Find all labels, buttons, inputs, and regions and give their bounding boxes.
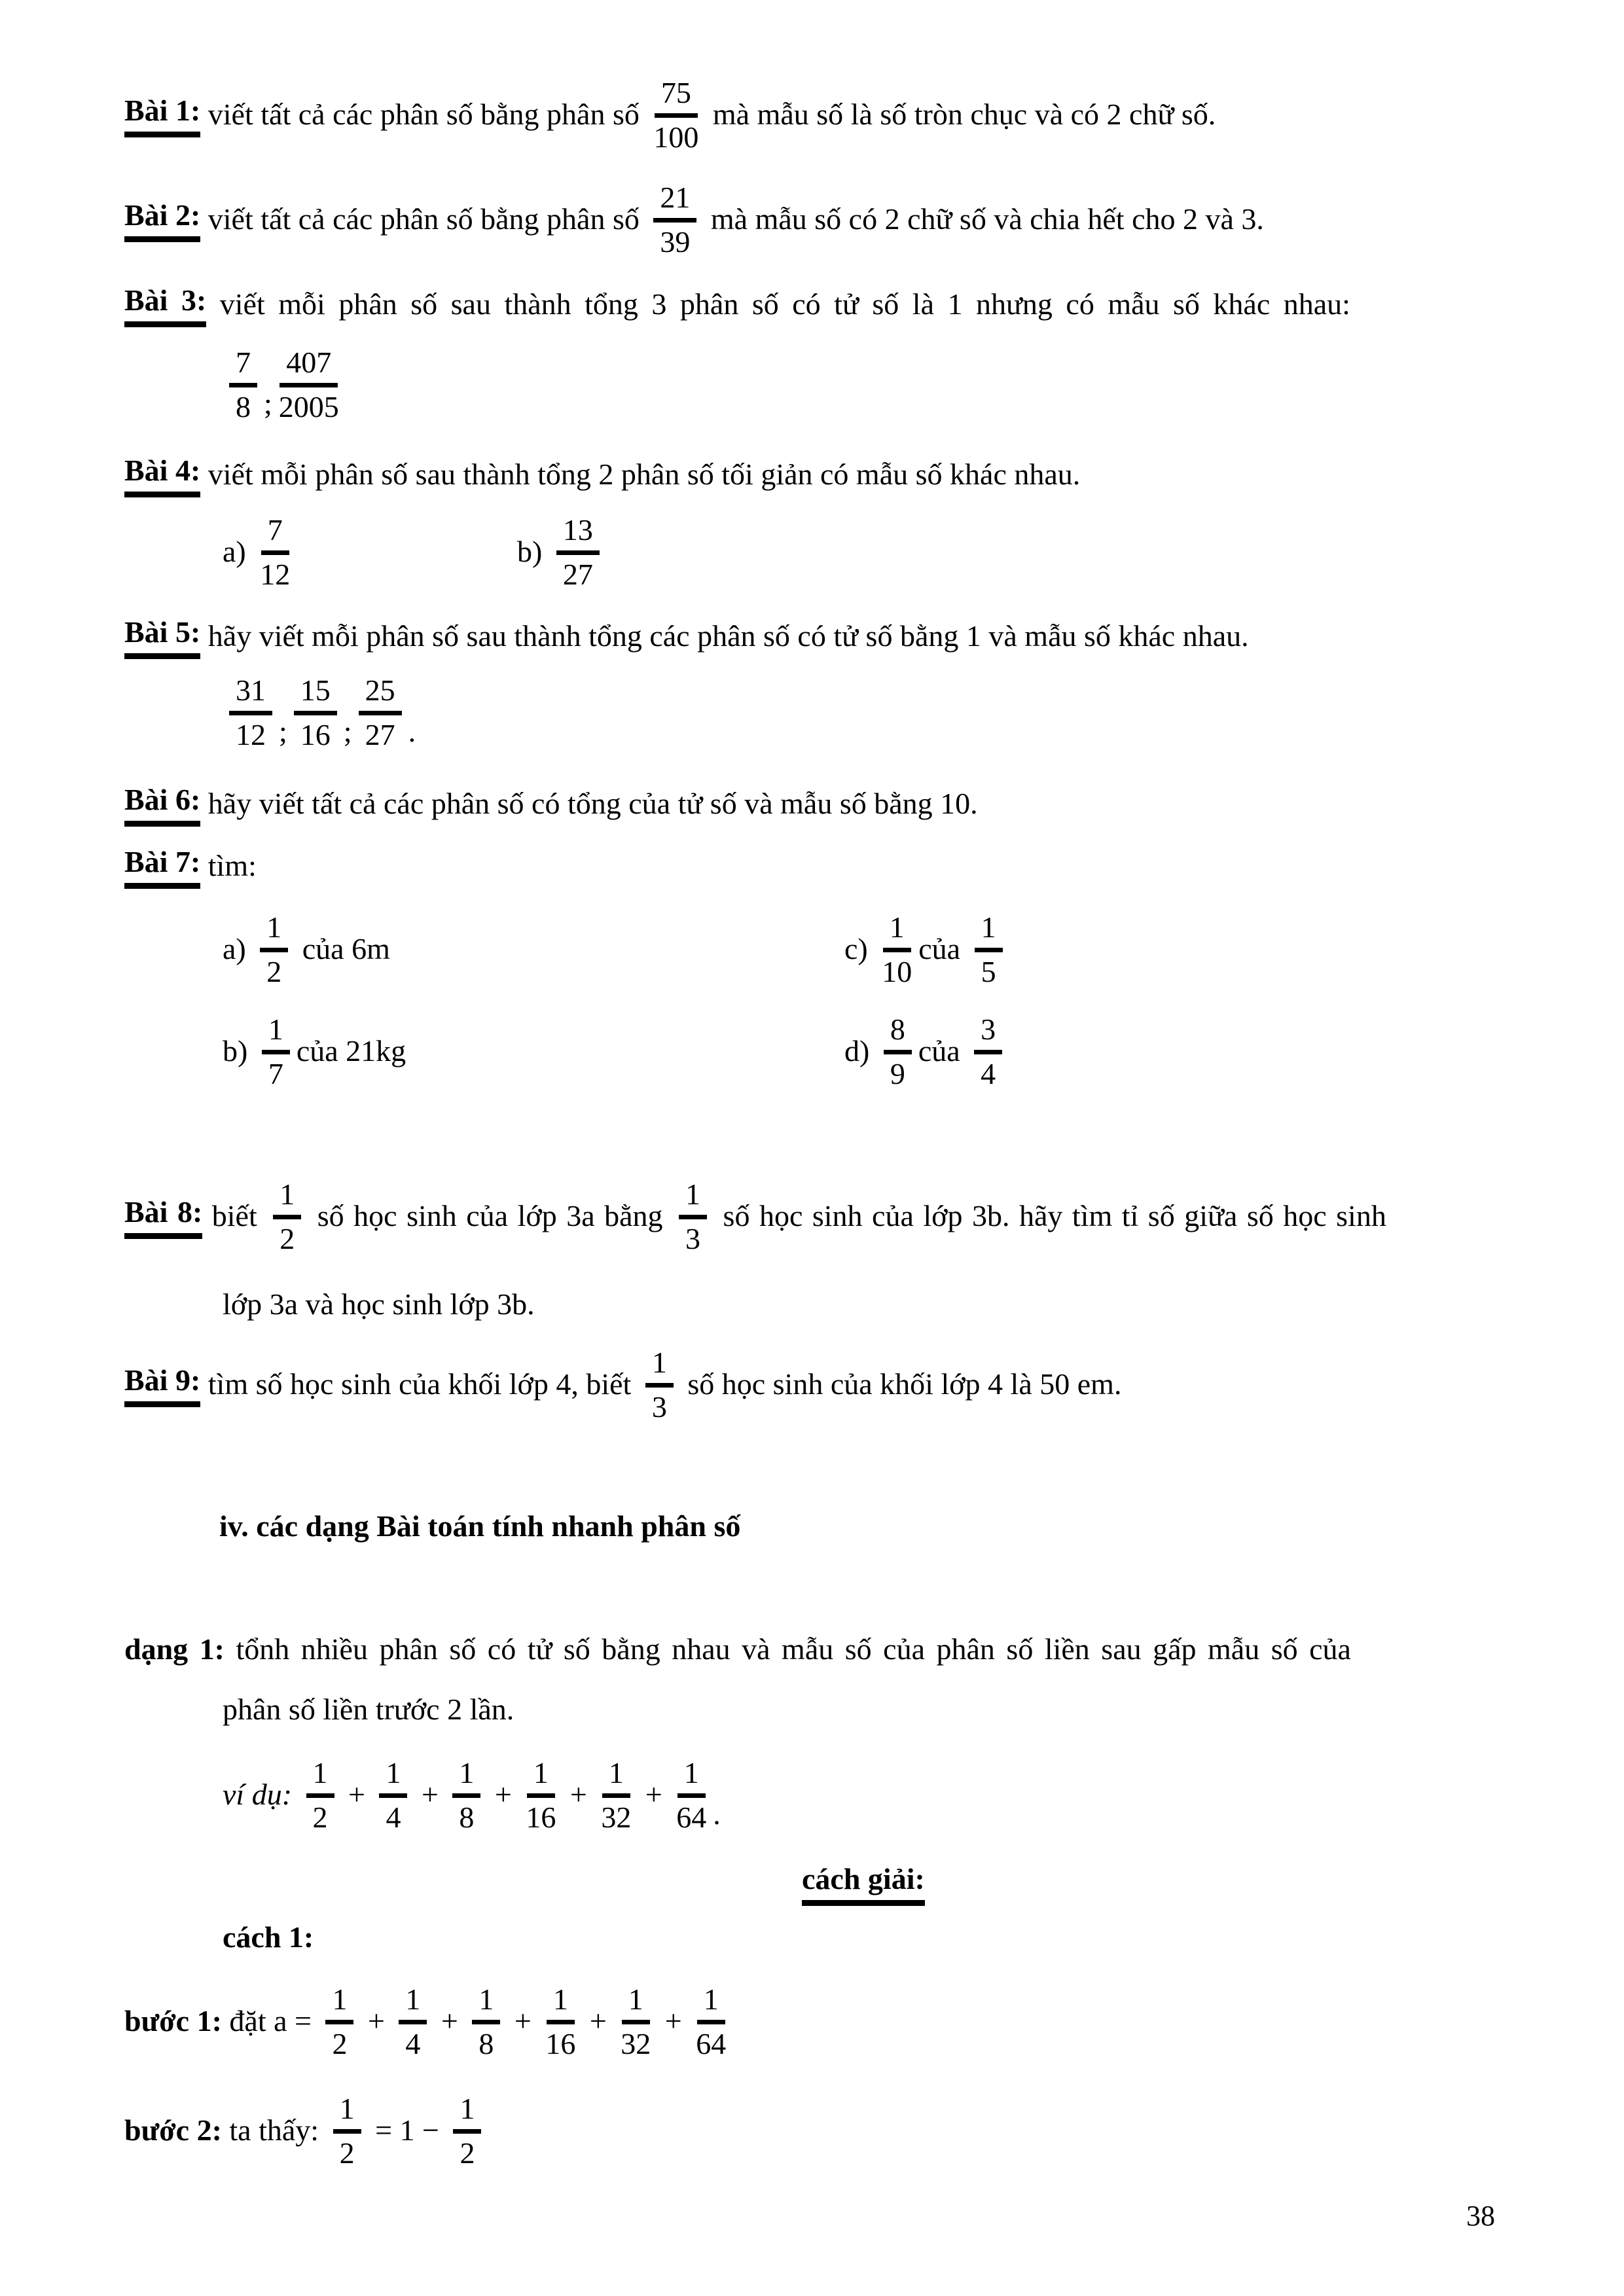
text-run: số học sinh của lớp 3b. hãy tìm tỉ số giữa số học sinh [713, 1199, 1386, 1233]
fraction [676, 1756, 706, 1833]
fraction [974, 1013, 1002, 1090]
bold-text-run: bước 1: [124, 2004, 222, 2038]
exercise-label: Bài 6: [124, 781, 200, 827]
fraction-denominator: 2 [460, 2136, 475, 2170]
text-run: lớp 3a và học sinh lớp 3b. [223, 1287, 535, 1321]
text-run: d) [844, 1034, 877, 1068]
fraction-denominator: 2 [312, 1800, 328, 1834]
fraction-denominator: 3 [685, 1221, 701, 1255]
fraction-numerator: 1 [883, 910, 911, 952]
text-run: = 1 − [367, 2113, 447, 2147]
fraction [653, 181, 696, 258]
exercise-4-item-a [223, 503, 297, 601]
fraction-numerator: 1 [472, 1982, 500, 2024]
bold-text-run: cách 1: [223, 1920, 314, 1954]
fraction-denominator: 32 [621, 2026, 651, 2060]
text-run: của 21kg [296, 1034, 406, 1068]
fraction [645, 1346, 674, 1423]
cach-giai-heading [802, 1857, 925, 1909]
fraction-denominator: 2005 [278, 389, 339, 423]
dang-1-line-1 [124, 1623, 1351, 1676]
text-run: mà mẫu số có 2 chữ số và chia hết cho 2 và 3. [703, 202, 1264, 236]
fraction-denominator: 8 [478, 2026, 494, 2060]
fraction-denominator: 12 [236, 717, 266, 751]
fraction-denominator: 32 [601, 1800, 632, 1834]
text-run: + [433, 2004, 466, 2038]
buoc-2-line [124, 2081, 488, 2179]
text-run: của [918, 932, 968, 966]
text-run: viết mỗi phân số sau thành tổng 2 phân số tối giản có mẫu số khác nhau. [200, 457, 1081, 492]
fraction [882, 910, 912, 988]
text-run: biết [202, 1199, 267, 1233]
exercise-9 [124, 1335, 1121, 1433]
exercise-7-item-a [223, 900, 390, 998]
fraction-denominator: 8 [459, 1800, 475, 1834]
fraction [294, 673, 337, 751]
fraction-numerator: 1 [547, 1982, 575, 2024]
fraction-numerator: 1 [379, 1756, 407, 1797]
exercise-label: Bài 3: [124, 281, 206, 328]
text-run: + [657, 2004, 690, 2038]
bold-text-run: iv. các dạng Bài toán tính nhanh phân số [219, 1509, 741, 1543]
fraction-denominator: 16 [545, 2026, 576, 2060]
fraction-numerator: 1 [527, 1756, 555, 1797]
exercise-label: Bài 1: [124, 92, 200, 138]
fraction-numerator: 1 [325, 1982, 353, 2024]
fraction-numerator: 75 [655, 76, 698, 117]
fraction-denominator: 64 [696, 2026, 727, 2060]
text-run: mà mẫu số là số tròn chục và có 2 chữ số. [705, 98, 1216, 132]
fraction-denominator: 7 [268, 1056, 283, 1090]
exercise-7-item-d [844, 1002, 1009, 1100]
fraction [884, 1013, 912, 1090]
separator: . [713, 1797, 721, 1831]
fraction-numerator: 7 [229, 346, 257, 387]
exercise-3-fractions [223, 335, 346, 433]
fraction-numerator: 7 [261, 513, 289, 554]
fraction-denominator: 12 [260, 557, 291, 591]
fraction-denominator: 100 [653, 120, 699, 154]
text-run: của 6m [295, 932, 390, 966]
fraction-numerator: 15 [294, 673, 337, 715]
dang-1-line-2 [223, 1683, 514, 1736]
fraction-numerator: 21 [653, 181, 696, 222]
fraction-denominator: 2 [280, 1221, 295, 1255]
fraction-denominator: 8 [236, 389, 251, 423]
fraction-numerator: 31 [229, 673, 272, 715]
fraction [260, 513, 290, 590]
exercise-6 [124, 778, 978, 830]
exercise-5-fractions [223, 663, 416, 761]
fraction-denominator: 2 [266, 954, 282, 988]
text-run: b) [223, 1034, 255, 1068]
text-run: b) [517, 535, 550, 569]
text-run: tìm số học sinh của khối lớp 4, biết [200, 1367, 639, 1401]
text-run: của [918, 1034, 968, 1068]
text-run: phân số liền trước 2 lần. [223, 1693, 514, 1727]
exercise-label: Bài 4: [124, 452, 200, 498]
fraction-numerator: 8 [884, 1013, 912, 1054]
text-run: hãy viết tất cả các phân số có tổng của tử số và mẫu số bằng 10. [200, 787, 978, 821]
fraction [325, 1982, 353, 2060]
text-run: a) [223, 932, 254, 966]
fraction-numerator: 1 [679, 1177, 707, 1219]
fraction-denominator: 3 [651, 1390, 667, 1424]
exercise-2 [124, 170, 1264, 268]
fraction-denominator: 2 [332, 2026, 348, 2060]
fraction [260, 910, 288, 988]
text-run: + [340, 1778, 373, 1812]
text-run: + [638, 1778, 670, 1812]
exercise-8-line-2 [223, 1278, 535, 1331]
exercise-4-item-b [517, 503, 606, 601]
fraction [273, 1177, 301, 1255]
fraction-numerator: 1 [333, 2092, 361, 2133]
fraction-numerator: 1 [602, 1756, 630, 1797]
fraction-denominator: 16 [300, 717, 331, 751]
exercise-7-item-b [223, 1002, 406, 1100]
fraction [601, 1756, 631, 1833]
italic-text-run: ví dụ: [223, 1778, 300, 1812]
buoc-1-line [124, 1972, 732, 2070]
text-run: + [487, 1778, 520, 1812]
fraction [279, 346, 339, 423]
text-run: + [582, 2004, 615, 2038]
exercise-5 [124, 610, 1249, 662]
text-run: + [360, 2004, 393, 2038]
bold-text-run: bước 2: [124, 2113, 222, 2147]
section-iv-heading [219, 1500, 740, 1552]
fraction-numerator: 1 [622, 1982, 650, 2024]
separator: ; [343, 715, 352, 749]
fraction-denominator: 64 [676, 1800, 707, 1834]
fraction-numerator: 1 [306, 1756, 334, 1797]
text-run: đặt a = [221, 2004, 319, 2038]
fraction-numerator: 1 [452, 1756, 480, 1797]
fraction-numerator: 1 [677, 1756, 706, 1797]
fraction-denominator: 27 [562, 557, 593, 591]
fraction [453, 2092, 481, 2169]
separator: ; [264, 387, 272, 421]
fraction [379, 1756, 407, 1833]
fraction-numerator: 1 [273, 1177, 301, 1219]
fraction [679, 1177, 707, 1255]
exercise-1 [124, 65, 1216, 164]
fraction-denominator: 16 [526, 1800, 556, 1834]
fraction [621, 1982, 651, 2060]
fraction-numerator: 1 [697, 1982, 725, 2024]
fraction-numerator: 407 [280, 346, 338, 387]
bold-text-run: dạng 1: [124, 1632, 225, 1666]
text-run: số học sinh của khối lớp 4 là 50 em. [679, 1367, 1122, 1401]
exercise-3 [124, 278, 1350, 331]
fraction-denominator: 9 [890, 1056, 905, 1090]
page-number: 38 [1466, 2200, 1495, 2232]
text-run: ta thấy: [221, 2113, 327, 2147]
fraction-denominator: 4 [405, 2026, 421, 2060]
text-run: tìm: [200, 849, 257, 883]
text-run: a) [223, 535, 254, 569]
exercise-label: Bài 7: [124, 843, 200, 889]
fraction-denominator: 5 [981, 954, 996, 988]
fraction [526, 1756, 556, 1833]
fraction-numerator: 1 [399, 1982, 427, 2024]
fraction [229, 673, 272, 751]
exercise-label: Bài 8: [124, 1193, 202, 1240]
separator: ; [279, 715, 287, 749]
fraction-numerator: 1 [260, 910, 288, 952]
fraction-denominator: 10 [882, 954, 912, 988]
cach-1-heading [223, 1911, 314, 1964]
fraction-denominator: 27 [365, 717, 395, 751]
exercise-4 [124, 448, 1080, 501]
fraction [399, 1982, 427, 2060]
text-run: tổnh nhiều phân số có tử số bằng nhau và mẫu số của phân số liền sau gấp mẫu số của [224, 1632, 1351, 1666]
fraction-numerator: 25 [359, 673, 402, 715]
fraction-numerator: 1 [453, 2092, 481, 2133]
text-run: số học sinh của lớp 3a bằng [308, 1199, 673, 1233]
fraction-numerator: 1 [975, 910, 1003, 952]
fraction-numerator: 13 [556, 513, 600, 554]
exercise-label: Bài 5: [124, 613, 200, 660]
fraction [472, 1982, 500, 2060]
fraction-denominator: 4 [981, 1056, 996, 1090]
fraction [359, 673, 402, 751]
fraction-numerator: 3 [974, 1013, 1002, 1054]
separator: . [408, 715, 416, 749]
fraction-numerator: 1 [262, 1013, 290, 1054]
fraction [696, 1982, 726, 2060]
text-run: viết tất cả các phân số bằng phân số [200, 98, 647, 132]
fraction [229, 346, 257, 423]
text-run: c) [844, 932, 876, 966]
exercise-8-line-1 [124, 1167, 1386, 1265]
text-run: viết mỗi phân số sau thành tổng 3 phân số có tử số là 1 nhưng có mẫu số khác nhau: [206, 287, 1350, 321]
text-run: hãy viết mỗi phân số sau thành tổng các phân số có tử số bằng 1 và mẫu số khác nhau. [200, 619, 1249, 653]
fraction [306, 1756, 334, 1833]
exercise-label: Bài 2: [124, 196, 200, 243]
exercise-7-item-c [844, 900, 1009, 998]
fraction-numerator: 1 [645, 1346, 674, 1387]
fraction [452, 1756, 480, 1833]
fraction [262, 1013, 290, 1090]
fraction-denominator: 39 [660, 224, 691, 259]
text-run: + [507, 2004, 539, 2038]
fraction [653, 76, 698, 153]
fraction-denominator: 2 [339, 2136, 355, 2170]
fraction-denominator: 4 [386, 1800, 401, 1834]
exercise-label: cách giải: [802, 1860, 925, 1907]
fraction [556, 513, 600, 590]
exercise-7 [124, 840, 257, 892]
fraction [545, 1982, 575, 2060]
text-run: + [562, 1778, 595, 1812]
text-run: + [414, 1778, 446, 1812]
fraction [333, 2092, 361, 2169]
exercise-label: Bài 9: [124, 1361, 200, 1408]
vi-du-line [223, 1746, 721, 1844]
text-run: viết tất cả các phân số bằng phân số [200, 202, 647, 236]
fraction [975, 910, 1003, 988]
